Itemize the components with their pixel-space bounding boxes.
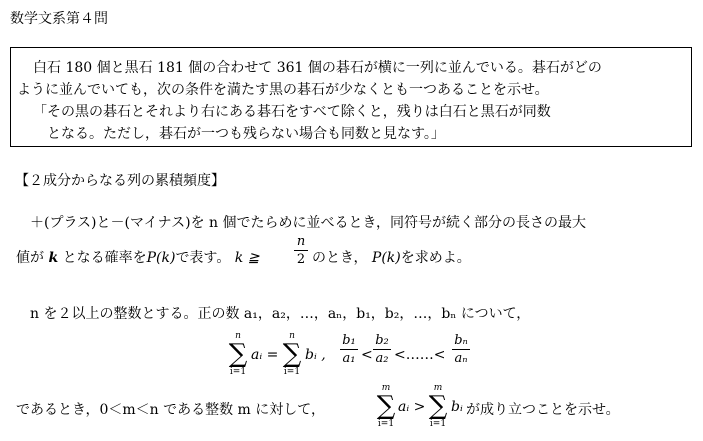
box-line-3: 「その黒の碁石とそれより右にある碁石をすべて除くと，残りは白石と黒石が同数 [33,104,551,120]
p1-frac-den: 2 [296,252,306,267]
p1-frac-num: n [296,234,306,249]
p1-cond-k: k ≧ [234,250,260,266]
sum-a: n ∑ i=1 [228,331,248,377]
sum-c-upper: m [381,383,391,393]
lt-1: < [361,347,373,363]
sum-a-lower: i=1 [229,367,247,377]
ineq-ai: aᵢ > [398,399,426,415]
section-title: 【２成分からなる列の累積頻度】 [15,173,225,189]
sum-c: m ∑ i=1 [376,383,396,429]
sum-b-upper: n [289,331,295,341]
p1-pk-2: P(k) [371,250,401,266]
eq-ai: aᵢ = [251,347,279,363]
box-line-1: 白石 180 個と黒石 181 個の合わせて 361 個の碁石が横に一列に並んでいる。碁石がどの [33,60,602,76]
frac-1 [340,333,358,366]
page-title: 数学文系第４問 [10,11,108,27]
problem2-line-3a: であるとき，0＜m＜n である整数 m に対して， [16,402,325,418]
box-line-2: ように並んでいても，次の条件を満たす黒の碁石が少なくとも一つあることを示せ。 [17,82,549,98]
problem1-line-2-tail [312,247,471,267]
sum-d: m ∑ i=1 [428,383,448,429]
frac-n-den: aₙ [454,351,468,366]
p1-text-d: のとき， [312,250,368,266]
frac-2-num: b₂ [375,333,389,348]
sum-b-lower: i=1 [283,367,301,377]
ineq-bi: bᵢ [451,399,463,415]
p1-fraction [294,234,308,267]
sum-d-upper: m [433,383,443,393]
frac-1-num: b₁ [342,333,356,348]
frac-2 [373,333,391,366]
frac-n-num: bₙ [454,333,468,348]
sum-c-lower: i=1 [377,419,395,429]
p1-text-e: を求めよ。 [400,250,471,266]
lt-dots: <……< [394,347,446,363]
p1-k: k [48,250,59,266]
frac-1-den: a₁ [342,351,356,366]
p1-pk: P(k) [146,250,176,266]
frac-n [452,333,470,366]
problem2-line-3b: が成り立つことを示せ。 [466,402,620,418]
sum-b: n ∑ i=1 [282,331,302,377]
problem1-line-2 [16,247,259,267]
eq-bi: bᵢ , [305,347,326,363]
sum-d-lower: i=1 [429,419,447,429]
sum-a-upper: n [235,331,241,341]
frac-2-den: a₂ [375,351,389,366]
problem-box [10,47,692,147]
p1-text-a: 値が [16,250,44,266]
problem2-line-1: n を２以上の整数とする。正の数 a₁，a₂，…，aₙ，b₁，b₂，…，bₙ について， [30,306,531,322]
box-line-4: となる。ただし，碁石が一つも残らない場合も同数と見なす。」 [47,126,445,142]
p1-text-c: で表す。 [175,250,231,266]
p1-text-b: となる確率を [62,250,147,266]
problem1-line-1: ＋(プラス)と－(マイナス)を n 個でたらめに並べるとき，同符号が続く部分の長さの最大 [30,215,586,231]
